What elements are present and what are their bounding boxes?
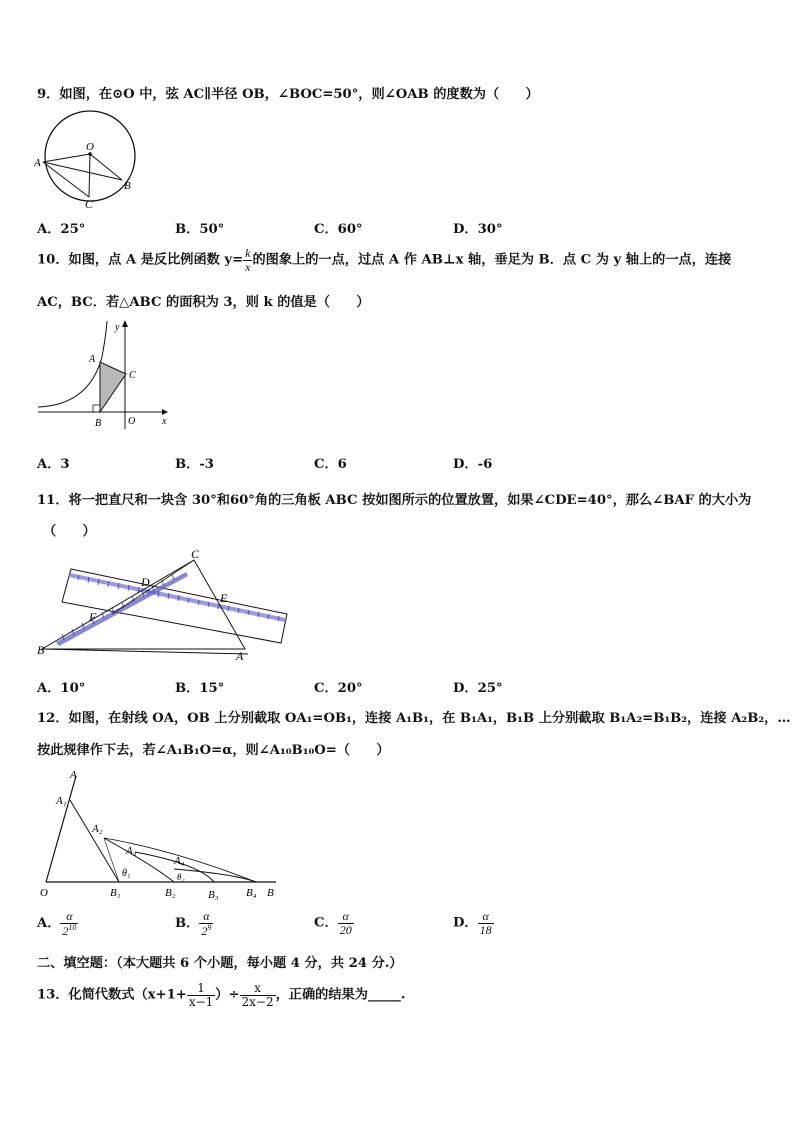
q10-option-b: B．-3 xyxy=(175,457,214,472)
q11-option-d: D．25° xyxy=(453,681,503,696)
label-a1: A₁ xyxy=(56,795,67,807)
q10-frac-den: x xyxy=(245,259,251,274)
label-e: E xyxy=(220,591,228,605)
triangle-hatched-edge xyxy=(56,572,188,646)
label-a: A xyxy=(34,157,41,169)
q12-stem-line2: 按此规律作下去，若∠A₁B₁O=α，则∠A₁₀B₁₀O=（ ） xyxy=(37,743,390,758)
label-b: B xyxy=(124,180,131,192)
q13-text-a: 13．化简代数式（x+1+ xyxy=(37,987,187,1003)
q9-option-a: A．25° xyxy=(37,222,86,237)
section-2-heading: 二、填空题：（本大题共 6 个小题，每小题 4 分，共 24 分.） xyxy=(37,956,403,971)
q12-rays-figure xyxy=(34,766,284,902)
q11-stem-line2: （ ） xyxy=(43,524,96,539)
q10-frac-num: k xyxy=(245,246,251,260)
q12-stem-line1: 12．如图，在射线 OA，OB 上分别截取 OA₁=OB₁，连接 A₁B₁，在 B₁A₁，B₁B 上分别截取 B₁A₂=B₁B₂，连接 A₂B₂，… xyxy=(37,711,791,726)
segment-oc xyxy=(89,154,90,197)
q10-text-b: 的图象上的一点，过点 A 作 AB⊥x 轴，垂足为 B．点 C 为 y 轴上的一点，连接 xyxy=(252,252,732,268)
label-b: B xyxy=(267,887,274,899)
q12-option-d: D． $\frac{\alpha}{18}$ xyxy=(453,909,492,937)
triangle-abc xyxy=(100,362,126,412)
q11-option-b: B．15° xyxy=(175,681,225,696)
label-o: O xyxy=(128,416,136,427)
q13-text-c: ，正确的结果为_____. xyxy=(275,987,406,1003)
q11-stem-line1: 11．将一把直尺和一块含 30°和60°角的三角板 ABC 按如图所示的位置放置，如果∠CDE=40°，那么∠BAF 的大小为 xyxy=(37,493,752,508)
ray-oa xyxy=(46,776,76,882)
q9-option-d: D．30° xyxy=(453,222,503,237)
q11-ruler-figure xyxy=(34,546,296,666)
label-d: D xyxy=(141,575,150,589)
q10-graph-figure xyxy=(34,317,174,433)
label-c: C xyxy=(129,370,136,381)
q10-stem-line1 xyxy=(37,247,731,273)
segment-a4b4 xyxy=(174,869,256,882)
right-angle-mark xyxy=(93,405,100,412)
q10-text-a: 10．如图，点 A 是反比例函数 y= xyxy=(37,252,244,268)
q10-option-a: A．3 xyxy=(37,457,70,472)
q10-stem-line2: AC，BC．若△ABC 的面积为 3，则 k 的值是（ ） xyxy=(37,295,370,310)
label-x: x xyxy=(162,416,167,427)
label-a: A xyxy=(236,649,244,663)
label-a4: A₄ xyxy=(174,855,185,867)
label-b3: B₃ xyxy=(208,889,219,901)
q12-option-c: C． $\frac{\alpha}{20}$ xyxy=(314,909,352,937)
label-theta1: θ₁ xyxy=(122,868,131,879)
label-f: F xyxy=(89,610,97,624)
label-b: B xyxy=(95,418,102,429)
label-theta2: θ₂ xyxy=(177,872,185,882)
label-a: A xyxy=(70,769,77,781)
label-y: y xyxy=(115,322,120,333)
label-a2: A₂ xyxy=(92,823,103,835)
label-a: A xyxy=(89,354,96,365)
hyperbola xyxy=(38,321,107,407)
q13-text-b: ）÷ xyxy=(215,987,240,1003)
q9-stem: 9．如图，在⊙O 中，弦 AC∥半径 OB，∠BOC=50°，则∠OAB 的度数为（ ） xyxy=(37,87,539,102)
q13-stem xyxy=(37,982,406,1008)
q12-option-b: B． $\frac{\alpha}{2^9}$ xyxy=(175,909,212,938)
q10-option-c: C．6 xyxy=(314,457,347,472)
segment-a1b1 xyxy=(70,800,119,882)
segment-oa xyxy=(43,154,90,162)
label-b1: B₁ xyxy=(110,887,121,899)
q9-option-b: B．50° xyxy=(175,222,225,237)
label-b4: B₄ xyxy=(246,887,257,899)
label-b: B xyxy=(37,643,45,657)
label-c: C xyxy=(191,547,200,561)
label-a3: A₃ xyxy=(126,845,137,857)
q11-option-a: A．10° xyxy=(37,681,86,696)
label-o: O xyxy=(86,141,94,153)
label-b2: B₂ xyxy=(165,887,176,899)
q13-fraction-1: $\frac{1}{x-1}$ xyxy=(188,981,214,1009)
q13-fraction-2: $\frac{x}{2x-2}$ xyxy=(241,981,274,1009)
q11-option-c: C．20° xyxy=(314,681,363,696)
q9-circle-figure xyxy=(34,104,138,212)
q10-option-d: D．-6 xyxy=(453,457,493,472)
q9-option-c: C．60° xyxy=(314,222,363,237)
label-c: C xyxy=(85,199,93,211)
label-o: O xyxy=(40,887,48,899)
q12-option-a: A． $\frac{\alpha}{2^{10}}$ xyxy=(37,909,77,938)
